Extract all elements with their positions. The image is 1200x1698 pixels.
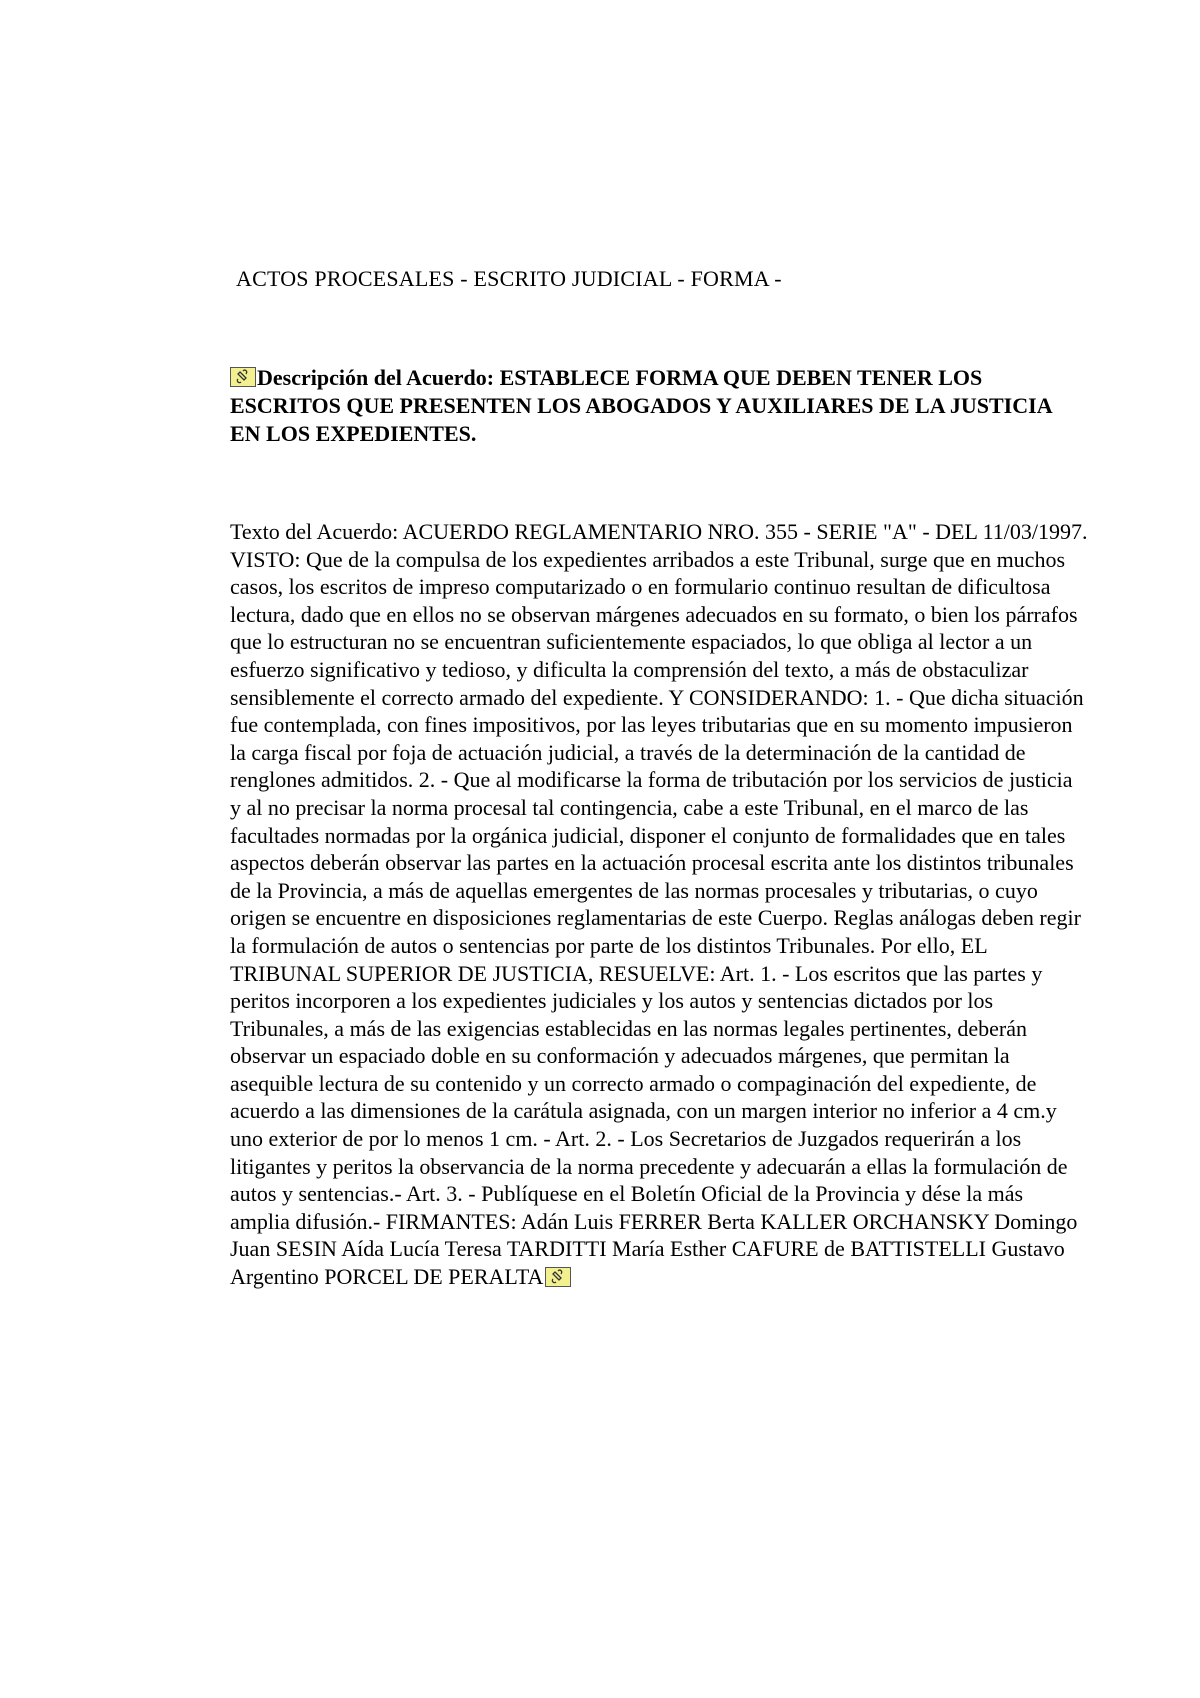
- agreement-body: Texto del Acuerdo: ACUERDO REGLAMENTARIO NRO. 355 - SERIE "A" - DEL 11/03/1997. VISTO: Que de la compulsa de los expedientes arribados a este Tribunal, surge que en muchos casos, los escritos de impreso computarizado o en formulario continuo resultan de dificultosa lectura, dado que en ellos no se observan márgenes adecuados en su formato, o bien los párrafos que lo estructuran no se encuentran suficientemente espaciados, lo que obliga al lector a un esfuerzo significativo y tedioso, y dificulta la comprensión del texto, a más de obstaculizar sensiblemente el correcto armado del expediente. Y CONSIDERANDO: 1. - Que dicha situación fue contemplada, con fines impositivos, por las leyes tributarias que en su momento impusieron la carga fiscal por foja de actuación judicial, a través de la determinación de la cantidad de renglones admitidos. 2. - Que al modificarse la forma de tributación por los servicios de justicia y al no precisar la norma procesal tal contingencia, cabe a este Tribunal, en el marco de las facultades normadas por la orgánica judicial, disponer el conjunto de formalidades que en tales aspectos deberán observar las partes en la actuación procesal escrita ante los distintos tribunales de la Provincia, a más de aquellas emergentes de las normas procesales y tributarias, o cuyo origen se encuentre en disposiciones reglamentarias de este Cuerpo. Reglas análogas deben regir la formulación de autos o sentencias por parte de los distintos Tribunales. Por ello, EL TRIBUNAL SUPERIOR DE JUSTICIA, RESUELVE: Art. 1. - Los escritos que las partes y peritos incorporen a los expedientes judiciales y los autos y sentencias dictados por los Tribunales, a más de las exigencias establecidas en las normas legales pertinentes, deberán observar un espaciado doble en su conformación y adecuados márgenes, que permitan la asequible lectura de su contenido y un correcto armado o compaginación del expediente, de acuerdo a las dimensiones de la carátula asignada, con un margen interior no inferior a 4 cm.y uno exterior de por lo menos 1 cm. - Art. 2. - Los Secretarios de Juzgados requerirán a los litigantes y peritos la observancia de la norma precedente y adecuarán a ellas la formulación de autos y sentencias.- Art. 3. - Publíquese en el Boletín Oficial de la Provincia y dése la más amplia difusión.- FIRMANTES: Adán Luis FERRER Berta KALLER ORCHANSKY Domingo Juan SESIN Aída Lucía Teresa TARDITTI María Esther CAFURE de BATTISTELLI Gustavo Argentino PORCEL DE PERALTA: [230, 519, 1088, 1290]
- note-link-icon[interactable]: [545, 1267, 571, 1287]
- description-text: ESTABLECE FORMA QUE DEBEN TENER LOS ESCRITOS QUE PRESENTEN LOS ABOGADOS Y AUXILIARES DE LA JUSTICIA EN LOS EXPEDIENTES.: [230, 365, 1052, 446]
- agreement-text-block: [230, 518, 1088, 1291]
- agreement-description: [230, 364, 1070, 448]
- document-title: ACTOS PROCESALES - ESCRITO JUDICIAL - FORMA -: [236, 266, 782, 291]
- note-link-icon[interactable]: [230, 367, 256, 387]
- description-label: Descripción del Acuerdo:: [257, 365, 500, 390]
